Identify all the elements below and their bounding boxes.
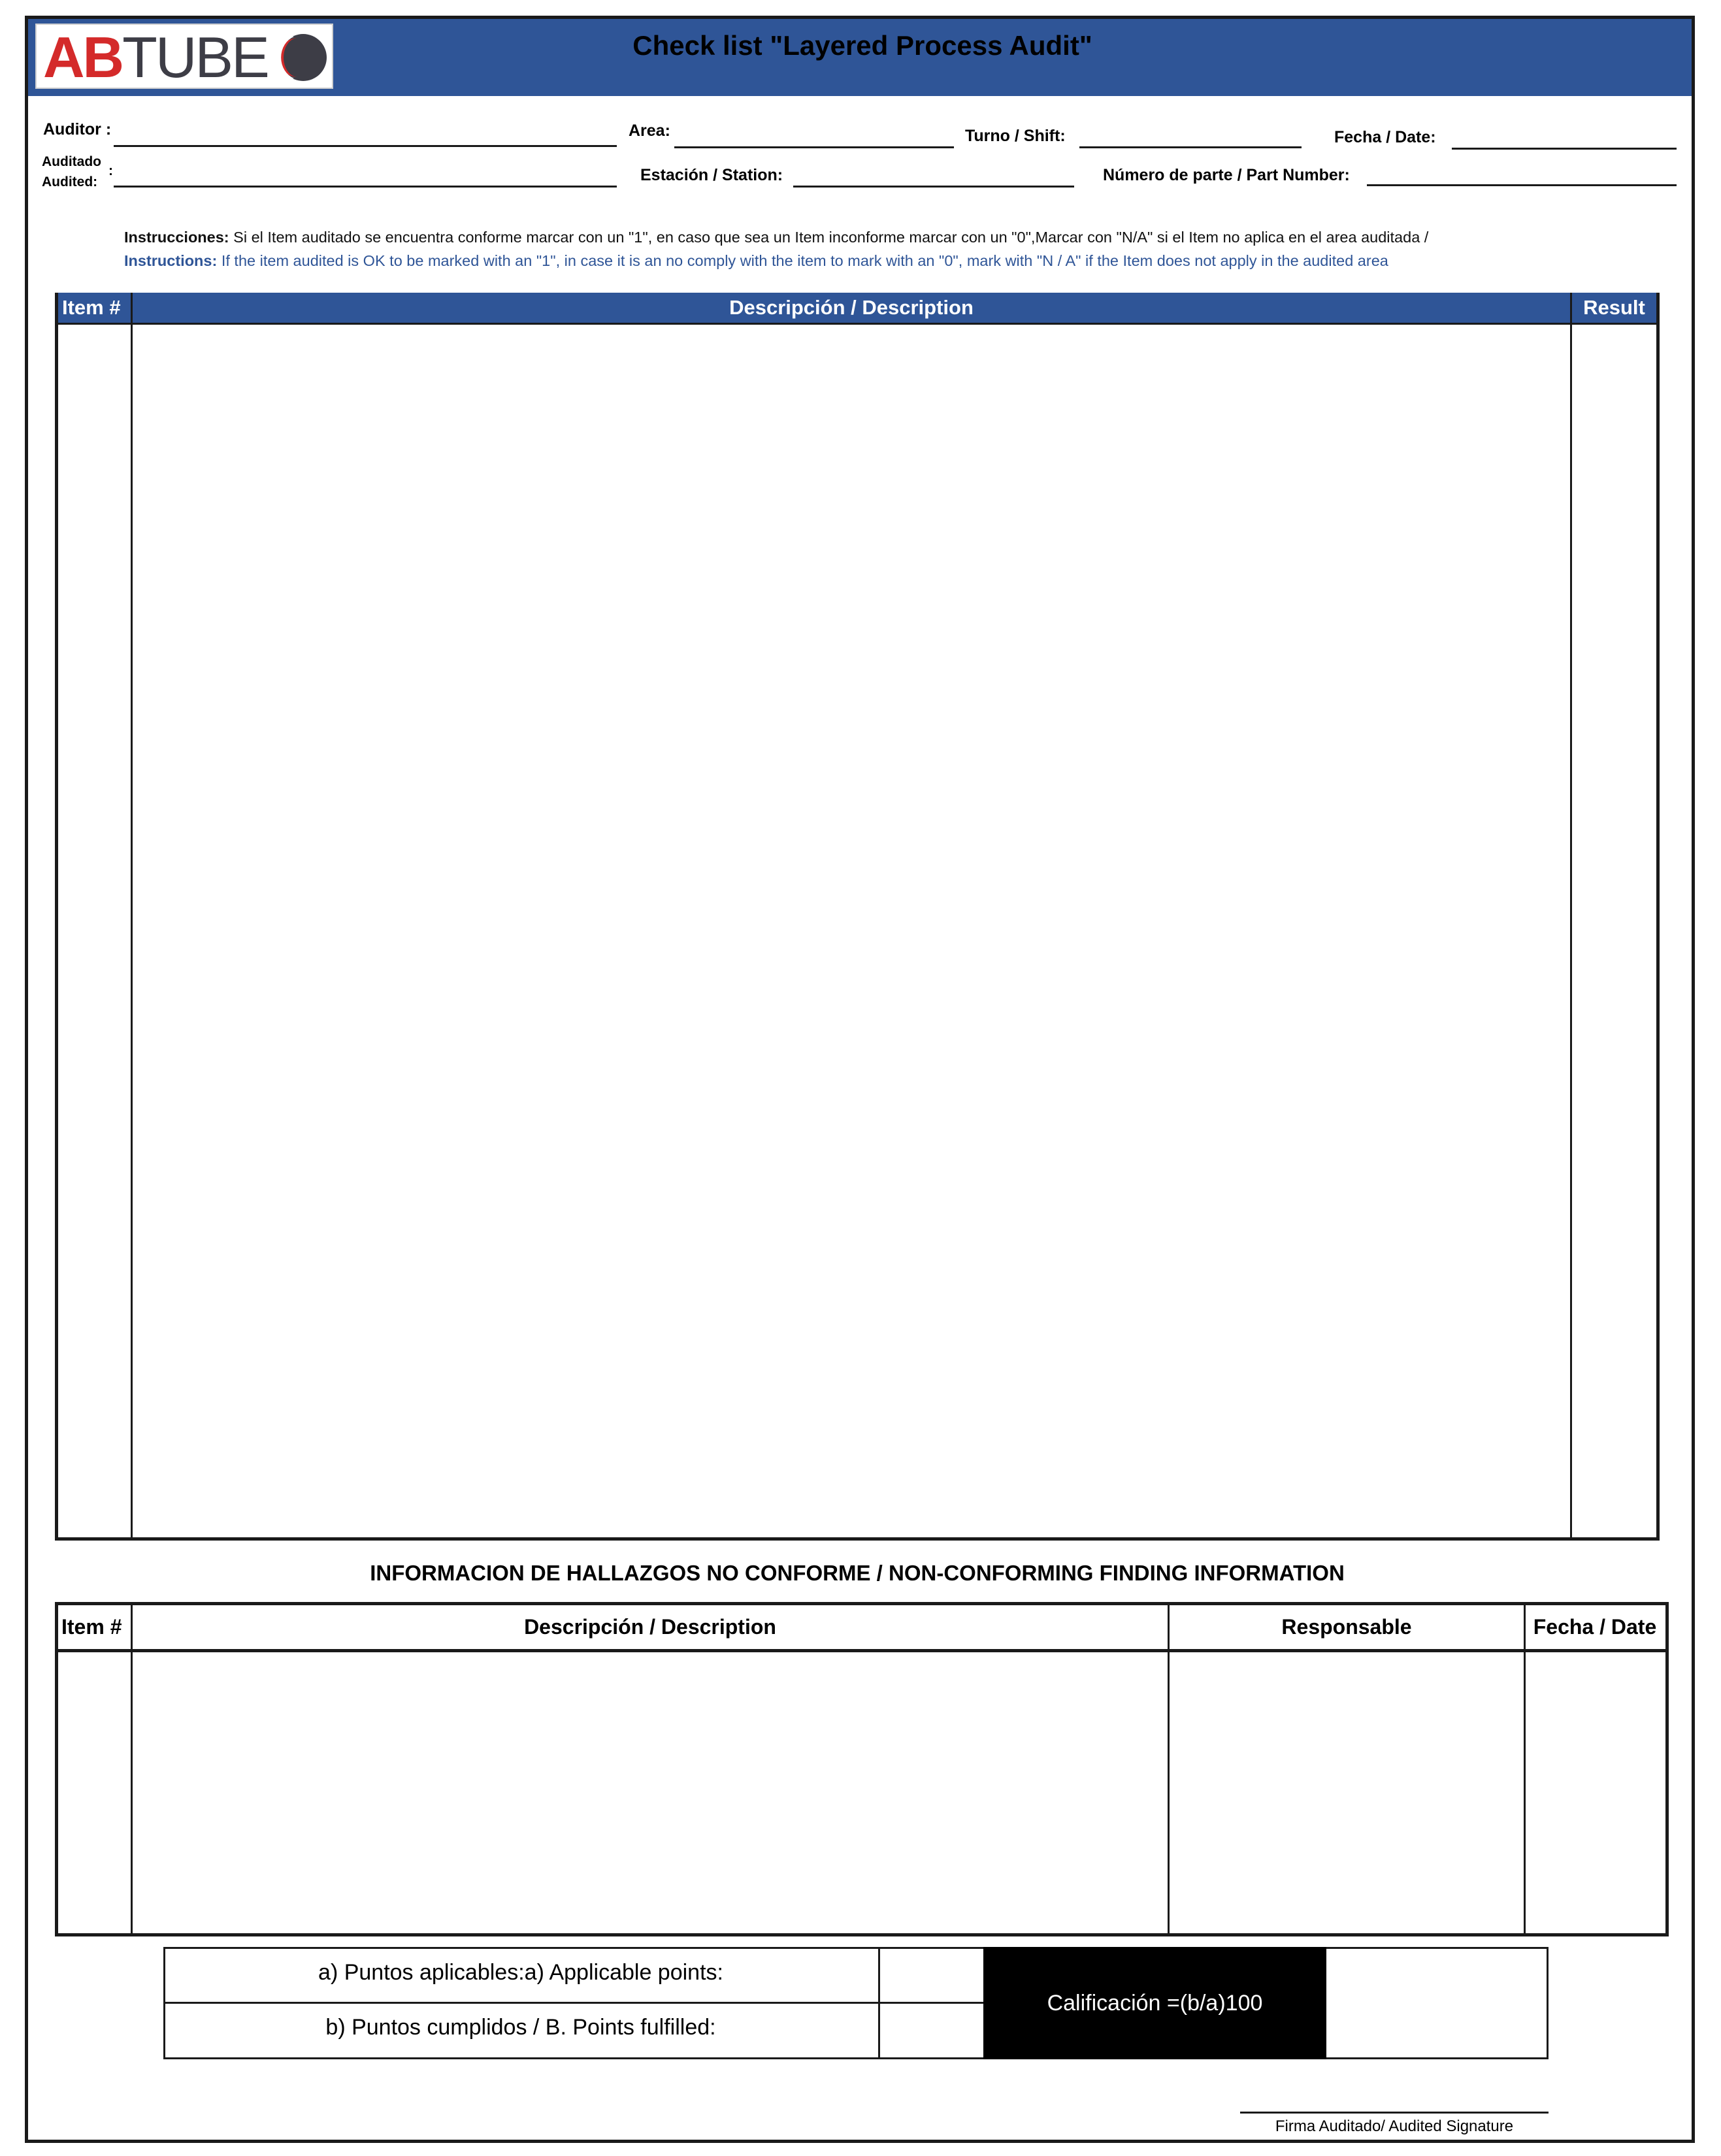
applicable-points-value[interactable]	[881, 1949, 982, 2001]
findings-col-date: Fecha / Date	[1533, 1615, 1657, 1639]
findings-description-cell[interactable]	[133, 1653, 1167, 1933]
auditor-label: Auditor :	[43, 120, 112, 139]
audited-colon: :	[108, 163, 113, 178]
grade-formula: Calificación =(b/a)100	[983, 1947, 1326, 2059]
signature-label: Firma Auditado/ Audited Signature	[1275, 2117, 1514, 2135]
area-field[interactable]	[674, 146, 954, 148]
logo-mark-icon	[272, 31, 331, 84]
findings-item-cell[interactable]	[58, 1653, 130, 1933]
checklist-item-cell[interactable]	[58, 325, 131, 1537]
applicable-points-label: a) Puntos aplicables:a) Applicable points:	[318, 1960, 723, 1985]
checklist-description-cell[interactable]	[133, 325, 1570, 1537]
instructions-es	[124, 229, 1627, 246]
findings-header-divider	[58, 1649, 1665, 1652]
date-label: Fecha / Date:	[1334, 128, 1436, 146]
instructions-es-text: Si el Item auditado se encuentra conforme marcar con un "1", en caso que sea un Item inconforme marcar con un "0",Marcar con "N/A" si el Item no aplica en el area auditada /	[229, 229, 1429, 246]
page-title: Check list "Layered Process Audit"	[632, 30, 1092, 61]
audited-field[interactable]	[114, 186, 617, 188]
instructions-en	[124, 252, 1627, 270]
checklist-col-result: Result	[1572, 293, 1656, 323]
station-label: Estación / Station:	[640, 166, 783, 184]
part-number-label: Número de parte / Part Number:	[1103, 166, 1350, 184]
company-logo	[35, 24, 333, 89]
findings-col-divider	[131, 1602, 133, 1935]
findings-section-title: INFORMACION DE HALLAZGOS NO CONFORME / NON-CONFORMING FINDING INFORMATION	[370, 1561, 1345, 1585]
fulfilled-points-value[interactable]	[881, 2004, 982, 2057]
checklist-col-item: Item #	[58, 293, 131, 323]
findings-col-item: Item #	[61, 1615, 122, 1639]
grade-value[interactable]	[1326, 1949, 1547, 2057]
checklist-result-cell[interactable]	[1572, 325, 1656, 1537]
findings-col-description: Descripción / Description	[524, 1615, 776, 1639]
shift-label: Turno / Shift:	[965, 127, 1066, 145]
findings-col-divider	[1168, 1602, 1170, 1935]
findings-col-divider	[1524, 1602, 1526, 1935]
checklist-col-description: Descripción / Description	[133, 293, 1570, 323]
instructions-es-heading: Instrucciones:	[124, 229, 229, 246]
instructions-en-heading: Instructions:	[124, 252, 218, 269]
instructions-en-text: If the item audited is OK to be marked with an "1", in case it is an no comply with the item to mark with an "0", mark with "N / A" if the Item does not apply in the audited area	[217, 252, 1388, 269]
shift-field[interactable]	[1079, 146, 1302, 148]
findings-date-cell[interactable]	[1526, 1653, 1665, 1933]
station-field[interactable]	[793, 186, 1074, 188]
auditor-field[interactable]	[114, 145, 617, 147]
audited-label-es: Auditado	[42, 154, 101, 169]
part-number-field[interactable]	[1367, 184, 1677, 186]
logo-text-ab: AB	[43, 25, 123, 90]
fulfilled-points-label: b) Puntos cumplidos / B. Points fulfilled:	[325, 2015, 716, 2040]
area-label: Area:	[629, 122, 670, 140]
signature-line[interactable]	[1240, 2112, 1549, 2114]
date-field[interactable]	[1452, 148, 1677, 150]
logo-text-tube: TUBE	[122, 25, 268, 90]
score-col-divider	[878, 1947, 880, 2059]
score-row-divider	[165, 2002, 985, 2004]
findings-responsible-cell[interactable]	[1171, 1653, 1522, 1933]
audited-label-en: Audited:	[42, 174, 98, 189]
findings-col-responsible: Responsable	[1281, 1615, 1412, 1639]
